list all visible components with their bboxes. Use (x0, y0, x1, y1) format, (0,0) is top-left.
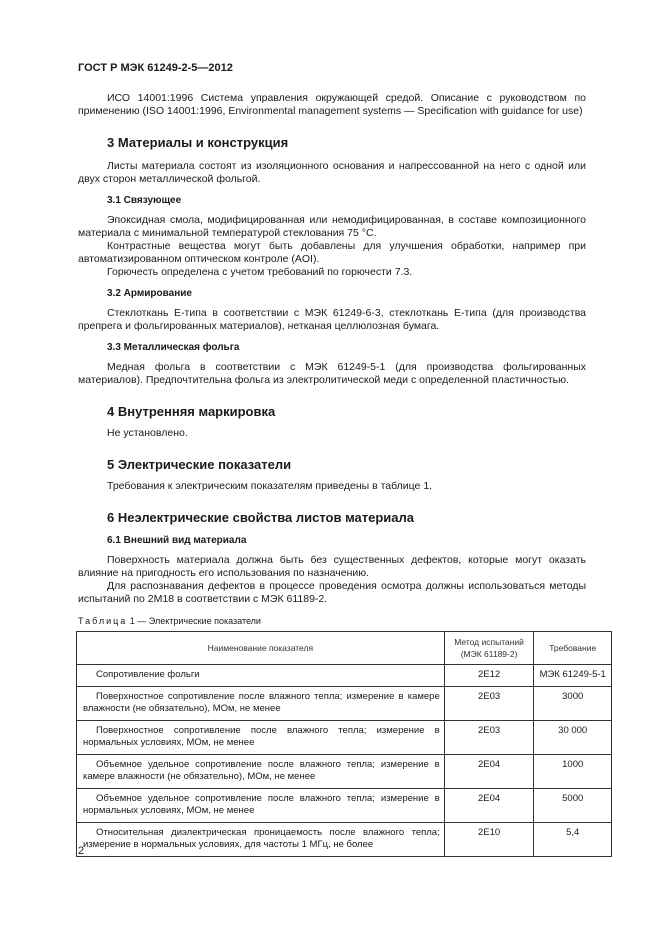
header-method (444, 632, 534, 665)
section-3-3-title: 3.3 Металлическая фольга (107, 342, 240, 353)
row-requirement: 1000 (534, 754, 612, 788)
row-method: 2E03 (444, 720, 534, 754)
row-requirement: 5000 (534, 788, 612, 822)
section-3-1-p2: Контрастные вещества могут быть добавлены для улучшения обработки, например при автоматизированном оптическом контроле (AOI). (78, 240, 586, 265)
table-row (77, 686, 612, 720)
row-requirement: 5,4 (534, 822, 612, 856)
row-method: 2E03 (444, 686, 534, 720)
section-4-text: Не установлено. (107, 427, 188, 439)
row-method: 2E12 (444, 665, 534, 687)
page-content (78, 92, 606, 857)
section-6-1-title: 6.1 Внешний вид материала (107, 535, 247, 546)
section-3-2-title: 3.2 Армирование (107, 288, 192, 299)
table-row (77, 822, 612, 856)
row-requirement: МЭК 61249-5-1 (534, 665, 612, 687)
header-method-line: (МЭК 61189-2) (460, 649, 518, 659)
table-caption-word: Таблица (78, 616, 128, 626)
section-3-1-title: 3.1 Связующее (107, 195, 182, 206)
row-method: 2E10 (444, 822, 534, 856)
section-3-title: 3 Материалы и конструкция (107, 135, 289, 150)
section-4-title: 4 Внутренняя маркировка (107, 404, 276, 419)
header-method-line: Метод испытаний (454, 636, 524, 647)
electrical-properties-table (76, 631, 612, 857)
row-method: 2E04 (444, 754, 534, 788)
section-6-1-p2: Для распознавания дефектов в процессе проведения осмотра должны использоваться методы испытаний по 2М18 в соответствии с МЭК 61189-2. (78, 580, 586, 605)
section-3-1-p3: Горючесть определена с учетом требований по горючести 7.3. (107, 266, 413, 278)
page-number: 2 (78, 845, 85, 857)
row-name: Поверхностное сопротивление после влажного тепла; измерение в камере влажности (не обязательно), МОм, не менее (77, 686, 445, 720)
row-name: Поверхностное сопротивление после влажного тепла; измерение в нормальных условиях, МОм, не менее (77, 720, 445, 754)
row-name: Сопротивление фольги (77, 665, 445, 687)
table-row (77, 665, 612, 687)
table-row (77, 754, 612, 788)
document-header: ГОСТ Р МЭК 61249-2-5—2012 (78, 62, 233, 74)
header-requirement: Требование (534, 632, 612, 665)
section-3-text: Листы материала состоят из изоляционного основания и напрессованной на него с одной или двух сторон металлической фольгой. (78, 160, 586, 185)
table-row (77, 788, 612, 822)
section-6-1-p1: Поверхность материала должна быть без существенных дефектов, которые могут оказать влияние на пригодность его использования по назначению. (78, 554, 586, 579)
table-caption (78, 615, 586, 627)
section-3-3-p1: Медная фольга в соответствии с МЭК 61249-5-1 (для производства фольгированных материалов). Предпочтительна фольга из электролитической меди с определенной пластичностью. (78, 361, 586, 386)
table-header-row (77, 632, 612, 665)
header-name: Наименование показателя (77, 632, 445, 665)
intro-paragraph: ИСО 14001:1996 Система управления окружающей средой. Описание с руководством по применению (ISO 14001:1996, Environmental management systems — Specification with guidance for use) (78, 92, 586, 117)
row-requirement: 30 000 (534, 720, 612, 754)
table-caption-rest: 1 — Электрические показатели (127, 616, 261, 626)
row-name: Объемное удельное сопротивление после влажного тепла; измерение в нормальных условиях, МОм, не менее (77, 788, 445, 822)
row-name: Объемное удельное сопротивление после влажного тепла; измерение в камере влажности (не обязательно), МОм, не менее (77, 754, 445, 788)
row-method: 2E04 (444, 788, 534, 822)
table-row (77, 720, 612, 754)
row-name: Относительная диэлектрическая проницаемость после влажного тепла; измерение в нормальных условиях, для частоты 1 МГц, не более (77, 822, 445, 856)
section-6-title: 6 Неэлектрические свойства листов материала (107, 510, 414, 525)
section-5-title: 5 Электрические показатели (107, 457, 292, 472)
row-requirement: 3000 (534, 686, 612, 720)
section-5-text: Требования к электрическим показателям приведены в таблице 1. (107, 480, 433, 492)
section-3-2-p1: Стеклоткань Е-типа в соответствии с МЭК 61249-6-3, стеклоткань Е-типа (для производства препрега и фольгированных материалов), нетканая целлюлозная бумага. (78, 307, 586, 332)
section-3-1-p1: Эпоксидная смола, модифицированная или немодифицированная, в составе композиционного материала с минимальной температурой стеклования 75 °С. (78, 214, 586, 239)
